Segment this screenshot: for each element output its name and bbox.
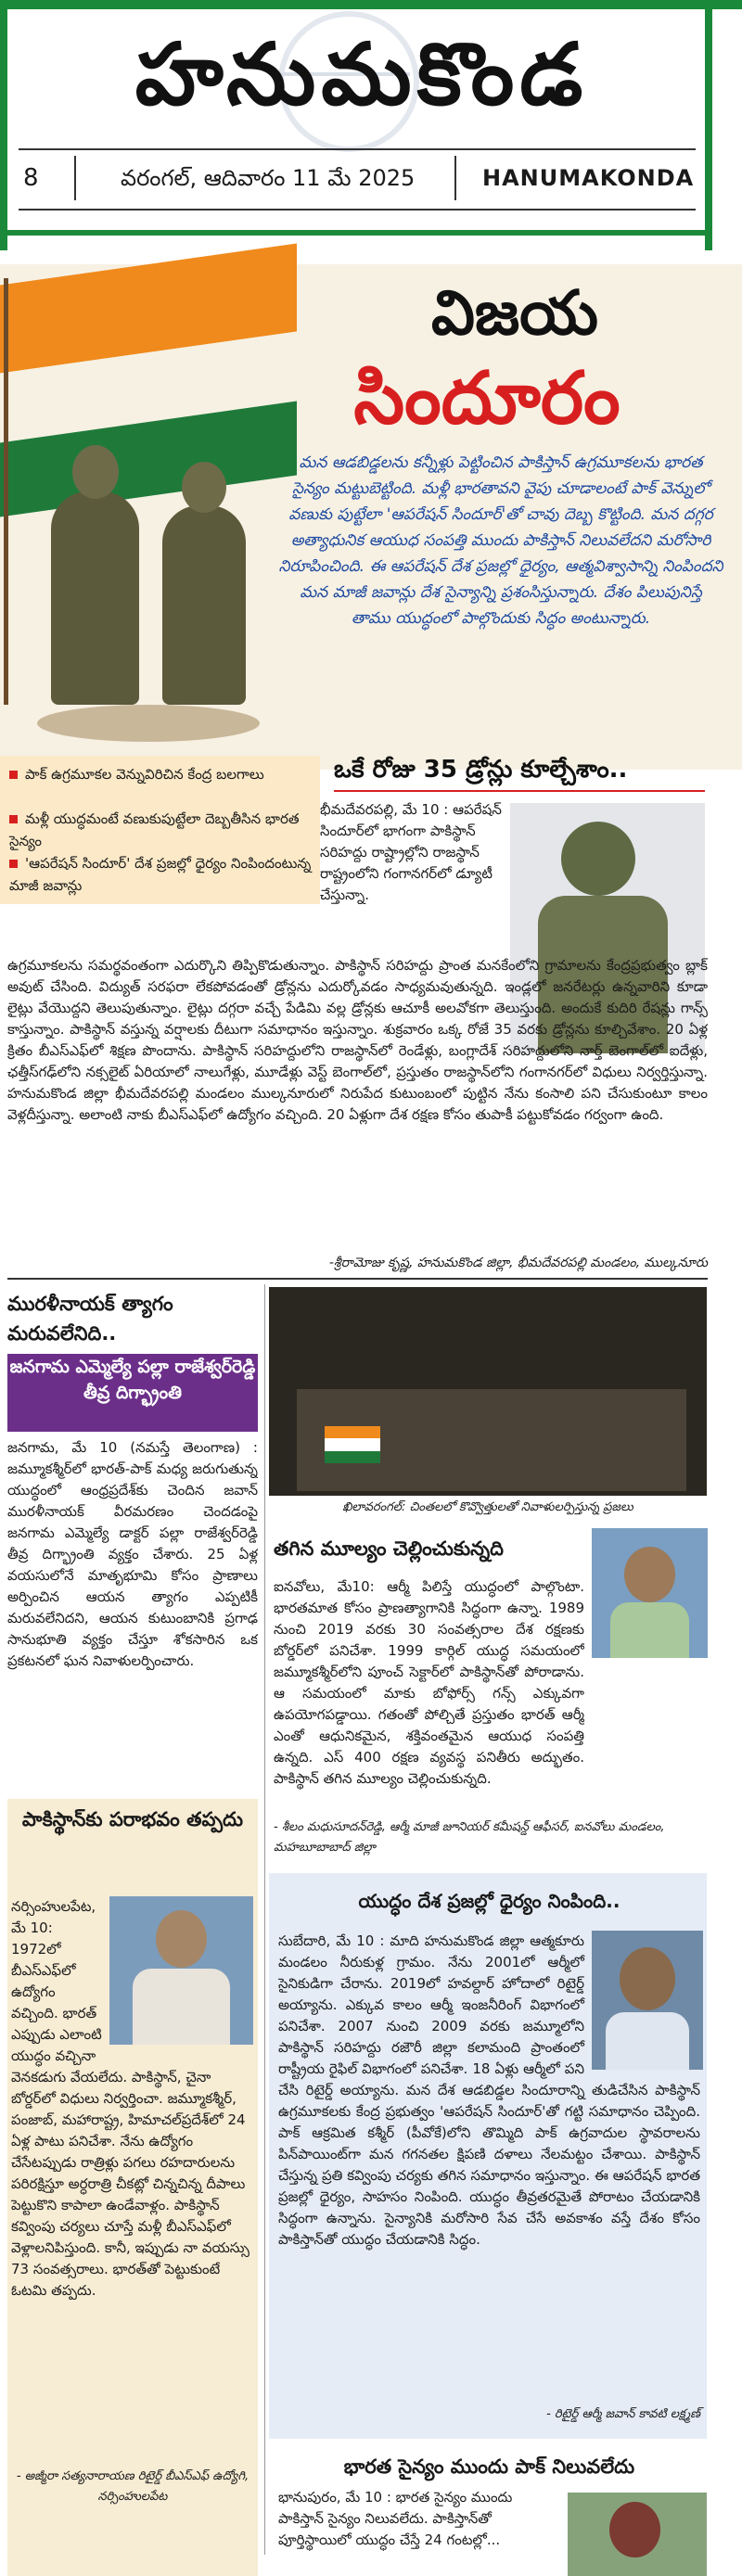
masthead-divider (19, 209, 696, 210)
courage-story-credit: - రిటైర్డ్ ఆర్మీ జవాన్ కావటి లక్ష్మణ్ (546, 2407, 700, 2421)
masthead-left-border (0, 0, 7, 250)
masthead-right-border (705, 0, 712, 250)
newspaper-title: హనుమకొండ (134, 24, 589, 124)
highlight-item (9, 852, 315, 897)
drone-story-lead: భీమదేవరపల్లి, మే 10 : ఆపరేషన్ సిందూర్‌లో భాగంగా పాకిస్థాన్ సరిహద్దు రాష్ట్రాల్లోని రాజస్థాన్ రాష్ట్రంలోని గంగానగర్‌లో డ్యూటీ చేస్తున్నా. (320, 801, 502, 903)
highlights-box (0, 756, 320, 904)
murali-story-headline: మురళీనాయక్ త్యాగం మరువలేనిది.. (7, 1293, 173, 1345)
date-line: వరంగల్, ఆదివారం 11 మే 2025 (121, 165, 416, 191)
murali-story-subhead: జనగామ ఎమ్మెల్యే పల్లా రాజేశ్వర్‌రెడ్డి తీవ్ర దిగ్భ్రాంతి (7, 1354, 258, 1432)
price-story-body: ఐనవోలు, మే10: ఆర్మీ పిలిస్తే యుద్ధంలో పాల్గొంటా. భారతమాత కోసం ప్రాణత్యాగానికి సిద్ధంగా ఉన్నా. 1989 నుంచి 2019 వరకు 30 సంవత్సరాల దేశ రక్షణకు బోర్డర్‌లో పనిచేశా. 1999 కార్గిల్ యుద్ధ సమయంలో జమ్మూకశ్మీర్‌లోని పూంచ్ సెక్టార్‌లో పాకిస్థాన్‌తో పోరాడాను. ఆ సమయంలో మాకు బోఫోర్స్ గన్స్ ఎక్కువగా ఉపయోగపడ్డాయి. గతంతో పోల్చితే ప్రస్తుతం భారత్ ఆర్మీ ఎంతో ఆధునికమైన, శక్తివంతమైన ఆయుధ సంపత్తి ఉన్నది. ఎస్ 400 రక్షణ వ్యవస్థ పనితీరు అద్భుతం. పాకిస్థాన్ తగిన మూల్యం చెల్లించుకున్నది. (274, 1578, 584, 1787)
highlight-text: మళ్లీ యుద్ధమంటే వణుకుపుట్టేలా దెబ్బతీసిన భారత సైన్యం (9, 810, 300, 849)
hero-intro-text: మన ఆడబిడ్డలను కన్నీళ్లు పెట్టించిన పాకిస్తాన్ ఉగ్రమూకలను భారత సైన్యం మట్టుబెట్టింది. మళ్లీ భారతావని వైపు చూడాలంటే పాక్ వెన్నులో వణుకు పుట్టేలా 'ఆపరేషన్ సిందూర్'తో చావు దెబ్బ కొట్టింది. మన దగ్గర అత్యాధునిక ఆయుధ సంపత్తి ముందు పాకిస్తాన్ నిలువలేదని మరోసారి నిరూపించింది. ఈ ఆపరేషన్ దేశ ప్రజల్లో ధైర్యం, ఆత్మవిశ్వాసాన్ని నింపిందని మన మాజీ జవాన్లు దేశ సైన్యాన్ని ప్రశంసిస్తున్నారు. దేశం పిలుపునిస్తే తాము యుద్ధంలో పాల్గొందుకు సిద్ధం అంటున్నారు. (278, 453, 723, 628)
beret-shape (609, 2502, 660, 2557)
drone-story-headline: ఒకే రోజు 35 డ్రోన్లు కూల్చేశాం.. (334, 756, 628, 784)
defeat-story-text: నర్సింహులపేట, మే 10: 1972లో బీఎస్‌ఎఫ్‌లో ఉద్యోగం వచ్చింది. భారత్ ఎప్పుడు ఎలాంటి యుద్ధం వచ్చినా వెనకడుగు వేయలేదు. పాకిస్థాన్, చైనా బోర్డర్‌లో విధులు నిర్వర్తించా. జమ్మూకశ్మీర్, పంజాబ్, మహారాష్ట్ర, హిమాచల్‌ప్రదేశ్‌లో 24 ఏళ్ల పాటు పనిచేశా. నేను ఉద్యోగం చేసేటప్పుడు రాత్రిళ్లు పగలు రహదారులను పరిరక్షిస్తూ అర్ధరాత్రి చీకట్లో చిన్నచిన్న దీపాలు పెట్టుకొని కాపాలా ఉండేవాళ్లం. పాకిస్థాన్ కవ్వింపు చర్యలు చూస్తే మళ్లీ బీఎస్‌ఎఫ్‌లో వెళ్లాలనిపిస్తుంది. కానీ, ఇప్పుడు నా వయస్సు 73 సంవత్సరాలు. భారత్‌తో పెట్టుకుంటే ఓటమి తప్పదు. (11, 1898, 249, 2299)
masthead-bottom-border (0, 230, 712, 236)
murali-story-body: జనగామ, మే 10 (నమస్తే తెలంగాణ) : జమ్మూకశ్మీర్‌లో భారత్-పాక్ మధ్య జరుగుతున్న యుద్ధంలో ఆంధ్రప్రదేశ్‌కు చెందిన జవాన్ మురళీనాయక్ వీరమరణం చెందడంపై జనగామ ఎమ్మెల్యే డాక్టర్ పల్లా రాజేశ్వర్‌రెడ్డి తీవ్ర దిగ్భ్రాంతి వ్యక్తం చేశారు. 25 ఏళ్ల వయసులోనే మాతృభూమి కోసం ప్రాణాలు అర్పించిన ఆయన త్యాగం ఎప్పటికీ మరువలేనిదని, ఆయన కుటుంబానికి ప్రగాఢ సానుభూతి వ్యక్తం చేస్తూ శోకసారిన ఒక ప్రకటనలో ఘన నివాళులర్పించారు. (7, 1439, 258, 1669)
shirt-shape (610, 1602, 689, 1658)
ground-shadow (37, 705, 260, 742)
hero-title-line1: విజయ (430, 276, 599, 349)
section-divider (7, 1278, 708, 1280)
page-number: 8 (23, 164, 39, 192)
flag-pole (4, 278, 8, 705)
defeat-story-headline: పాకిస్థాన్‌కు పరాభవం తప్పదు (21, 1808, 244, 1830)
headline-rule (334, 790, 705, 792)
highlight-item (9, 763, 315, 785)
edition-name: HANUMAKONDA (482, 165, 695, 191)
highlight-text: 'ఆపరేషన్ సిందూర్' దేశ ప్రజల్లో ధైర్యం నింపిందంటున్న మాజీ జవాన్లు (9, 855, 312, 894)
courage-story-body: సుబేదారి, మే 10 : మాది హనుమకొండ జిల్లా ఆత్మకూరు మండలం నీరుకుళ్ల గ్రామం. నేను 2001లో ఆర్మీలో సైనికుడిగా చేరాను. 2019లో హవల్దార్ హోదాలో రిటైర్డ్ అయ్యాను. ఎక్కువ కాలం ఆర్మీ ఇంజనీరింగ్ విభాగంలో పనిచేశా. 2007 నుంచి 2009 వరకు జమ్మూలోని పాకిస్థాన్ సరిహద్దు రజౌరీ జిల్లా కలామంది ప్రాంతంలో రాష్ట్రీయ రైఫిల్ విభాగంలో పనిచేశా. 18 ఏళ్లు ఆర్మీలో పని చేసి రిటైర్డ్ అయ్యాను. మన దేశ ఆడబిడ్డల సిందూరాన్ని తుడిచేసిన పాకిస్థాన్ ఉగ్రమూకలకు కేంద్ర ప్రభుత్వం 'ఆపరేషన్ సిందూర్'తో గట్టి సమాధానం చెప్పింది. పాక్ ఆక్రమిత కశ్మీర్ (పీవోకే)లోని తొమ్మిది పాక్ ఉగ్రవాదుల స్థావరాలను పిన్‌పాయింట్‌గా మన గగనతల క్షిపణి దళాలు నేలమట్టం చేశాయి. పాకిస్థాన్ చేస్తున్న ప్రతి కవ్వింపు చర్యకు తగిన సమాధానం ఇస్తున్నాం. ఈ ఆపరేషన్ భారత ప్రజల్లో ధైర్యం, సాహసం నింపింది. యుద్ధం తీవ్రతరమైతే పోరాటం చేయడానికి సిద్ధంగా ఉన్నాను. సైన్యానికి మరోసారి సేవ చేసే అవకాశం వస్తే దేశం కోసం పాకిస్తాన్‌తో యుద్ధం చేయడానికి సిద్ధం. (278, 1932, 700, 2248)
drone-story-credit: -శ్రీరామోజు కృష్ణ, హనుమకొండ జిల్లా, భీమదేవరపల్లి మండలం, ముల్కనూరు (328, 1256, 708, 1270)
flag-in-photo (325, 1438, 380, 1451)
candle-rally-photo (269, 1287, 707, 1496)
highlight-item (9, 808, 315, 852)
drone-story-body: ఉగ్రమూకలను సమర్థవంతంగా ఎదుర్కొని తిప్పికొడుతున్నాం. పాకిస్థాన్ సరిహద్దు ప్రాంత మనకేంలోని గ్రామాలను కేంద్రప్రభుత్వం బ్లాక్ అవుట్ చేసింది. విద్యుత్ సరఫరా లేకపోవడంతో డ్రోన్లను ఎదుర్కోవడం సాధ్యమవుతున్నది. ఇండ్లలో జనరేటర్లు ఉన్నవారిని కూడా లైట్లు వేయొద్దని తెలుపుతున్నాం. లైట్లు దగ్గరా వచ్చే పేడిమి వల్ల డ్రోన్లకు ఆచూకీ అలవోకగా తెలుస్తుంది. అందుకే కుదిరి రేషన్లు గాన్స్ కాస్తున్నాం. పాకిస్థాన్ వస్తున్న వర్షాలకు దీటుగా సమాధానం ఇస్తున్నాం. శుక్రవారం ఒక్క రోజే 35 వరకు డ్రోన్లను కూల్చివేశాం. 20 ఏళ్ల క్రితం బీఎస్ఎఫ్‌లో శిక్షణ పొందాను. పాకిస్థాన్ సరిహద్దులోని రాజస్థాన్‌లో రెండేళ్లు, బంగ్లాదేశ్ సరిహద్దులోని నార్త్ బెంగాల్‌లో ఐదేళ్లు, ఛత్తీస్‌గఢ్‌లోని నక్సలైట్ ఏరియాలో నాలుగేళ్లు, మూడేళ్లు వెస్ట్ బెంగాల్‌లో, ప్రస్తుతం రాజస్థాన్‌లోని గంగానగర్‌లో విధులు నిర్వర్తిస్తున్నా. హనుమకొండ జిల్లా భీమదేవరపల్లి మండలం ముల్కనూరులో నిరుపేద కుటుంబంలో పుట్టిన నేను కంసాలి పని చేసుకుంటూ కాలం వెళ్లదీస్తున్నా. అలాంటి నాకు బీఎస్ఎఫ్‌లో ఉద్యోగం వచ్చింది. 20 ఏళ్లుగా దేశ రక్షణ కోసం తుపాకీ పట్టుకోవడం గర్వంగా ఉంది. (7, 957, 708, 1123)
flag-in-photo (325, 1451, 380, 1463)
separator (74, 156, 76, 200)
defeat-story-credit: - అజ్మీరా సత్యనారాయణ రిటైర్డ్ బీఎస్‌ఎఫ్ ఉద్యోగి, నర్సింహులపేట (16, 2469, 249, 2504)
column-divider (264, 1284, 265, 2555)
bullet-square-icon (9, 771, 18, 779)
face-shape (624, 1547, 675, 1602)
soldier-head (182, 462, 226, 513)
courage-story-headline: యుద్ధం దేశ ప్రజల్లో ధైర్యం నింపింది.. (358, 1890, 620, 1912)
separator (454, 156, 456, 200)
bullet-square-icon (9, 815, 18, 823)
highlight-text: పాక్ ఉగ్రమూకల వెన్నువిరిచిన కేంద్ర బలగాలు (25, 766, 264, 783)
army-story-body: భానుపురం, మే 10 : భారత సైన్యం ముందు పాకిస్తాన్ సైన్యం నిలువలేదు. పాకిస్తాన్‌తో పూర్తిస్థాయిలో యుద్ధం చేస్తే 24 గంటల్లో... (278, 2489, 513, 2548)
soldier-figure (162, 505, 246, 705)
defeat-story-body (11, 1896, 254, 2508)
price-story-credit: - శీలం మధుసూదన్‌రెడ్డి, ఆర్మీ మాజీ జూనియర్ కమీషన్డ్ ఆఫీసర్, ఐనవోలు మండలం, మహబూబాబాద్ జిల్లా (274, 1820, 665, 1855)
price-story-headline: తగిన మూల్యం చెల్లించుకున్నది (274, 1537, 504, 1560)
masthead-divider (19, 148, 696, 150)
masthead-top-border (0, 0, 742, 9)
hero-title-line2: సిందూరం (353, 356, 620, 440)
bullet-square-icon (9, 860, 18, 868)
masthead (0, 0, 742, 250)
soldier-figure (51, 491, 139, 705)
rally-photo-caption: ఖిలావరంగల్: చింతలలో కొవ్వొత్తులతో నివాళులర్పిస్తున్న ప్రజలు (342, 1500, 633, 1514)
veteran-photo (592, 1528, 708, 1658)
army-story-headline: భారత సైన్యం ముందు పాక్ నిలువలేదు (343, 2455, 635, 2478)
soldier-head (72, 445, 119, 499)
army-veteran-photo (568, 2493, 707, 2576)
helmet-shape (561, 822, 635, 896)
